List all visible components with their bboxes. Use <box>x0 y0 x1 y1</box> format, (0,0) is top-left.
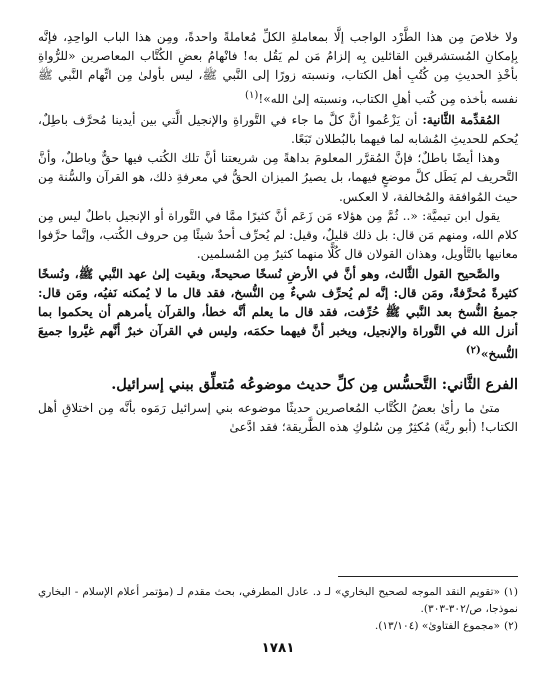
document-page <box>38 28 518 668</box>
paragraph-correct-opinion <box>38 265 518 365</box>
footnote-2-text: «مجموع الفتاوىٰ» (١٣/١٠٤). <box>374 620 501 632</box>
paragraph-intro <box>38 28 518 109</box>
footnote-marker-1: (١) <box>244 89 259 101</box>
branch-heading: الفرع الثَّاني: التَّحسُّس مِن كلِّ حديث موضوعُه مُتعلِّق ببني إسرائيل. <box>111 375 518 393</box>
spacer <box>38 365 518 371</box>
footnote-1 <box>38 584 518 618</box>
footnotes <box>38 584 518 635</box>
paragraph-ibn-taymiyyah-quote: يقول ابن تيميَّة: «.. ثُمَّ مِن هؤلاء مَن زَعَم أنَّ كثيرًا ممَّا في التَّوراة أو الإنجيل باطلٌ ليس مِن كلام الله، ومنهم مَن قال: بل ذلك قليلٌ، وقيل: لم يُحرِّف أحدٌ شيئًا مِن حروف الكُتب، وإنَّما حرَّفوا معانيها بالتَّأويل، وهذان القولان قال كُلًّا منهما كثيرٌ مِن المُسلمين. <box>38 208 518 262</box>
correct-opinion-text: والصَّحيح القول الثَّالث، وهو أنَّ في الأرضِ نُسخًا صحيحةً، وبقيت إلىٰ عهد النَّبي ﷺ، ونُسخًا كثيرةً مُحرَّفةً، ومَن قال: إنَّه لم يُحرِّف شيءٌ مِن النُّسخ، فقد قال ما لا يُمكنه نَفيُه، ومَن قال: جميعُ النُّسخ بعد النَّبي ﷺ حُرِّفت، فقد قال ما يعلم أنَّه خطأ، والقرآن يأمرهم أن يحكموا بما أنزل الله في التَّوراة والإنجيل، ويخبر أنَّ فيهما حكمَه، وليس في القرآن خبرٌ أنَّهم غيَّروا جميعَ النُّسخ» <box>38 266 518 362</box>
page-number: ١٧٨١ <box>261 640 295 656</box>
footnote-2-number: (٢) <box>504 620 518 632</box>
second-premise-heading: المُقدِّمة الثَّانية: <box>422 112 501 127</box>
paragraph-branch-two: متىٰ ما رأىٰ بعضُ الكُتَّاب المُعاصرين حديثًا موضوعه بني إسرائيل رَمَوه بأنَّه مِن اختلاقِ أهل الكتاب! (أبو ريَّة) مُكثِرٌ مِن سُلوكِ هذه الطَّريقة؛ فقد ادَّعىٰ <box>38 400 518 434</box>
footnote-1-number: (١) <box>504 586 518 598</box>
paragraph-refutation: وهذا أيضًا باطلٌ؛ فإنَّ المُقرَّر المعلومَ بداهةً مِن شريعتنا أنَّ تلك الكُتب فيها حقٌّ وباطلٌ، وأنَّ التَّحريف لم يَطَل كلَّ موضعٍ فيهما، بل يصيرُ الميزان الحقُّ في معرفةِ ذلك، هو القرآن والسُّنة مِن حيث المُوافقة والمُخالفة، لا العكس. <box>38 151 518 204</box>
footnote-1-text: «تقويم النقد الموجه لصحيح البخاري» لـ د. عادل المطرفي، بحث مقدم لـ (مؤتمر أعلام الإسلام - البخاري نموذجا، ص/٣٠٢-٣٠٣). <box>38 586 518 615</box>
paragraph-intro-text: ولا خلاصَ مِن هذا الطَّرْد الواجب إلَّا بمعاملةِ الكلِّ مُعاملةً واحدةً، ومِن هذا الباب الواحِدِ، فإنَّه بِإمكانِ المُستشرقين القائلين بِه إلزامُ مَن لم يَقُل به! فانْهامُ بعضِ الكُتَّاب المعاصرين «للرُّواةِ بأخْذِ الحديثِ مِن كُتُبِ أهل الكتاب، ونسبته زورًا إلى النَّبي ﷺ، ليس بأولىٰ مِن اتِّهام النَّبي ﷺ نفسه بأخذه مِن كُتب أهلِ الكتاب، ونسبته إلىٰ الله»! <box>38 30 518 106</box>
footnote-marker-2: (٢) <box>465 344 481 357</box>
footnote-divider <box>338 576 518 577</box>
paragraph-second-premise <box>38 111 518 149</box>
second-premise-text: أن يَزْعُموا أنَّ كلَّ ما جاء في التَّوراةِ والإنجيل الَّتي بين أيدينا مُحرَّف باطِلٌ، يُحكم للحديثِ المُشابه لما فيهما بالبُطلان تَبَعًا. <box>38 112 518 147</box>
footnote-2 <box>38 618 518 635</box>
